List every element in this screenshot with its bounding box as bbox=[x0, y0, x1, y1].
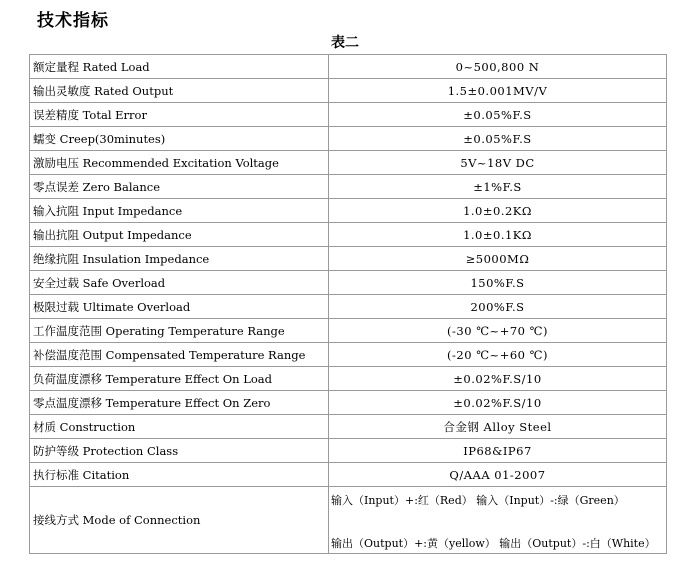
row-label: 输出灵敏度 Rated Output bbox=[30, 79, 329, 103]
table-row bbox=[30, 127, 667, 151]
table-caption: 表二 bbox=[331, 35, 359, 51]
row-value: 1.0±0.2KΩ bbox=[329, 199, 667, 223]
table-row-connection bbox=[30, 487, 667, 554]
row-label: 额定量程 Rated Load bbox=[30, 55, 329, 79]
row-label: 防护等级 Protection Class bbox=[30, 439, 329, 463]
connection-input-line: 输入（Input）+:红（Red） 输入（Input）-:绿（Green） bbox=[331, 494, 625, 507]
row-label: 蠕变 Creep(30minutes) bbox=[30, 127, 329, 151]
table-row bbox=[30, 55, 667, 79]
row-value: 150%F.S bbox=[329, 271, 667, 295]
table-row bbox=[30, 295, 667, 319]
row-label: 补偿温度范围 Compensated Temperature Range bbox=[30, 343, 329, 367]
table-row bbox=[30, 439, 667, 463]
table-row bbox=[30, 79, 667, 103]
row-value: 1.5±0.001MV/V bbox=[329, 79, 667, 103]
row-value: ±0.02%F.S/10 bbox=[329, 391, 667, 415]
table-row bbox=[30, 175, 667, 199]
row-value: ±0.05%F.S bbox=[329, 127, 667, 151]
row-label: 绝缘抗阻 Insulation Impedance bbox=[30, 247, 329, 271]
table-row bbox=[30, 415, 667, 439]
row-label: 工作温度范围 Operating Temperature Range bbox=[30, 319, 329, 343]
row-value: (-30 ℃~+70 ℃) bbox=[329, 319, 667, 343]
table-row bbox=[30, 223, 667, 247]
row-value: (-20 ℃~+60 ℃) bbox=[329, 343, 667, 367]
row-value: ±1%F.S bbox=[329, 175, 667, 199]
table-row bbox=[30, 151, 667, 175]
table-row bbox=[30, 247, 667, 271]
spec-table bbox=[29, 54, 667, 554]
row-value: ±0.05%F.S bbox=[329, 103, 667, 127]
row-label: 零点误差 Zero Balance bbox=[30, 175, 329, 199]
row-value: 5V~18V DC bbox=[329, 151, 667, 175]
row-value: Q/AAA 01-2007 bbox=[329, 463, 667, 487]
table-row bbox=[30, 271, 667, 295]
table-row bbox=[30, 343, 667, 367]
table-row bbox=[30, 367, 667, 391]
row-value bbox=[329, 487, 667, 554]
row-value: ±0.02%F.S/10 bbox=[329, 367, 667, 391]
connection-output-line: 输出（Output）+:黄（yellow） 输出（Output）-:白（White） bbox=[331, 537, 656, 550]
row-label: 负荷温度漂移 Temperature Effect On Load bbox=[30, 367, 329, 391]
row-label: 极限过载 Ultimate Overload bbox=[30, 295, 329, 319]
row-value: IP68&IP67 bbox=[329, 439, 667, 463]
table-row bbox=[30, 199, 667, 223]
table-row bbox=[30, 103, 667, 127]
row-label: 安全过载 Safe Overload bbox=[30, 271, 329, 295]
row-label: 激励电压 Recommended Excitation Voltage bbox=[30, 151, 329, 175]
row-value: 0~500,800 N bbox=[329, 55, 667, 79]
table-row bbox=[30, 319, 667, 343]
row-value: ≥5000MΩ bbox=[329, 247, 667, 271]
row-value: 1.0±0.1KΩ bbox=[329, 223, 667, 247]
row-value: 合金钢 Alloy Steel bbox=[329, 415, 667, 439]
row-label: 执行标准 Citation bbox=[30, 463, 329, 487]
row-label: 接线方式 Mode of Connection bbox=[30, 487, 329, 554]
row-label: 输出抗阻 Output Impedance bbox=[30, 223, 329, 247]
table-row bbox=[30, 391, 667, 415]
row-label: 材质 Construction bbox=[30, 415, 329, 439]
table-row bbox=[30, 463, 667, 487]
row-label: 输入抗阻 Input Impedance bbox=[30, 199, 329, 223]
page-heading: 技术指标 bbox=[37, 11, 109, 31]
row-label: 误差精度 Total Error bbox=[30, 103, 329, 127]
row-value: 200%F.S bbox=[329, 295, 667, 319]
row-label: 零点温度漂移 Temperature Effect On Zero bbox=[30, 391, 329, 415]
